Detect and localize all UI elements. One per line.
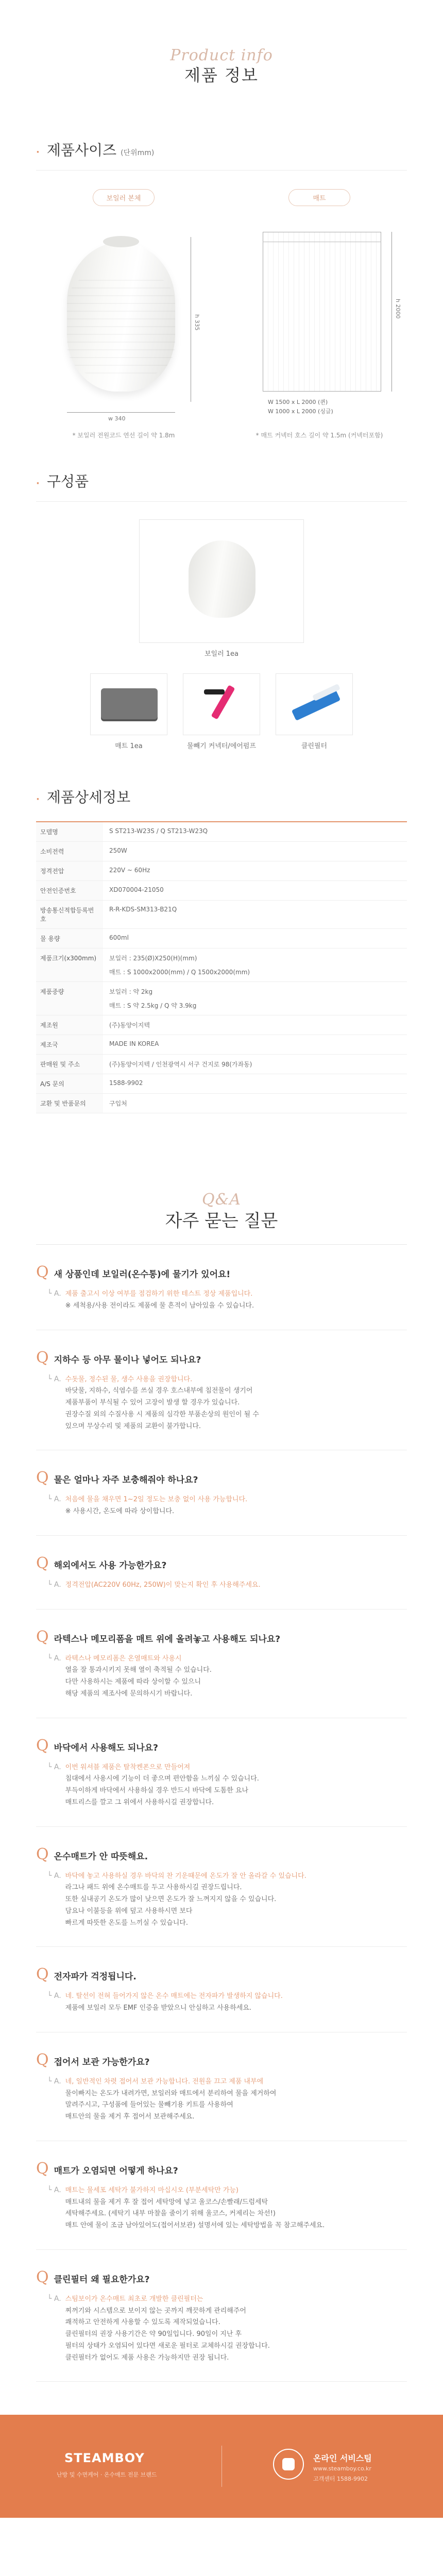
faq-answer	[36, 2076, 407, 2123]
faq-answer-text	[65, 1871, 306, 1929]
drain-connector-icon	[204, 689, 225, 694]
spec-row	[36, 1074, 407, 1094]
spec-value-line: 보일러 : 약 2kg	[109, 988, 153, 995]
spec-value	[103, 901, 407, 928]
answer-arrow-icon: └ A.	[47, 1992, 61, 2001]
footer-brand-logo[interactable]: STEAMBOY	[64, 2451, 145, 2466]
hero-script-title: Product info	[170, 46, 273, 64]
spec-value	[103, 1035, 407, 1054]
faq-item	[36, 2032, 407, 2141]
faq-answer-line: 라그나 패드 위에 온수매트를 두고 사용하시길 권장드립니다.	[65, 1884, 242, 1892]
answer-arrow-icon: └ A.	[47, 2185, 61, 2194]
q-mark-icon: Q	[36, 2050, 49, 2069]
bullet-dot-icon: ·	[36, 147, 40, 158]
components-section-header	[0, 470, 443, 491]
spec-value-line: (주)동양이지텍	[109, 1022, 150, 1029]
faq-answer-line: 침대에서 사용시에 기능이 더 좋으며 편안함을 느끼실 수 있습니다.	[65, 1775, 259, 1783]
spec-row	[36, 822, 407, 842]
faq-item	[36, 1827, 407, 1947]
spec-value	[103, 881, 407, 900]
mat-queen-dims: W 1500 x L 2000 (퀸)	[268, 399, 328, 405]
faq-answer-line: 열을 잘 통과시키지 못해 열이 축적될 수 있습니다.	[65, 1666, 212, 1674]
faq-answer-line: 라텍스나 메모리폼은 온열매트와 사용시	[65, 1654, 182, 1663]
spec-key: 물 용량	[36, 929, 103, 948]
spec-value	[103, 982, 407, 1015]
boiler-size-panel	[36, 189, 211, 439]
faq-answer-line: 해당 제품의 제조사에 문의하시기 바랍니다.	[65, 1689, 193, 1698]
component-mat	[90, 673, 167, 750]
faq-answer-line: 말려주시고, 구성품에 들어있는 물빼기용 키트를 사용하여	[65, 2101, 233, 2109]
faq-question	[36, 1263, 407, 1281]
faq-answer-text	[65, 2294, 270, 2364]
spec-key: 제품크기(x300mm)	[36, 948, 103, 981]
spec-row	[36, 929, 407, 948]
faq-answer-line: 물이빠지는 온도가 내려가면, 보일러와 매트에서 분리하여 물을 제거하여	[65, 2089, 277, 2097]
faq-question-text: 지하수 등 아무 물이나 넣어도 되나요?	[54, 1354, 201, 1365]
faq-item	[36, 1245, 407, 1330]
component-pump	[183, 673, 260, 750]
mat-height-dimension-line	[391, 232, 392, 392]
spec-value-line: 1588-9902	[109, 1079, 143, 1087]
q-mark-icon: Q	[36, 1263, 49, 1281]
boiler-height-label: h 335	[194, 314, 200, 331]
spec-value	[103, 842, 407, 861]
faq-script-title: Q&A	[202, 1191, 241, 1209]
faq-question-text: 바닥에서 사용해도 되나요?	[54, 1742, 158, 1753]
spec-key: 안전인증번호	[36, 881, 103, 900]
spec-row	[36, 842, 407, 861]
faq-item	[36, 1536, 407, 1609]
faq-answer-line: 바닥에 놓고 사용하실 경우 바닥의 찬 기운때문에 온도가 잘 안 올라갈 수 있습니다.	[65, 1872, 306, 1880]
spec-row	[36, 861, 407, 881]
spec-key: A/S 문의	[36, 1074, 103, 1093]
answer-arrow-icon: └ A.	[47, 2077, 61, 2086]
faq-question-text: 매트가 오염되면 어떻게 하나요?	[54, 2165, 178, 2176]
online-service-title[interactable]: 온라인 서비스팀	[313, 2453, 372, 2464]
footer-brand-tagline: 난방 및 수면케어 · 온수매트 전문 브랜드	[57, 2471, 157, 2479]
spec-value-line: S ST213-W23S / Q ST213-W23Q	[109, 827, 208, 835]
faq-answer	[36, 1494, 407, 1518]
faq-question-text: 접어서 보관 가능한가요?	[54, 2057, 150, 2067]
spec-value	[103, 948, 407, 981]
faq-answer-text	[65, 1374, 259, 1433]
mat-diagram	[232, 216, 407, 428]
faq-question	[36, 1554, 407, 1572]
faq-question	[36, 2268, 407, 2286]
spec-value	[103, 1094, 407, 1113]
spec-key: 제조원	[36, 1015, 103, 1035]
spec-value-line: MADE IN KOREA	[109, 1040, 159, 1047]
mat-height-label: h 2000	[395, 299, 401, 319]
spec-value-line: XD070004-21050	[109, 886, 164, 893]
faq-answer	[36, 2294, 407, 2364]
faq-list	[0, 1245, 443, 2382]
component-list	[0, 673, 443, 750]
width-dimension-line	[67, 412, 175, 413]
boiler-texture	[67, 273, 175, 376]
faq-answer-text	[65, 1580, 261, 1591]
faq-answer-text	[65, 1653, 212, 1700]
faq-question-text: 온수매트가 안 따뜻해요.	[54, 1851, 148, 1862]
faq-answer-line: 네, 일반적인 차렷 접어서 보관 가능합니다. 전원을 끄고 제품 내부에	[65, 2077, 264, 2086]
faq-question	[36, 1349, 407, 1367]
q-mark-icon: Q	[36, 1845, 49, 1863]
pump-component-image	[183, 673, 260, 735]
spec-row	[36, 881, 407, 901]
mat-size-panel	[232, 189, 407, 439]
faq-item	[36, 1718, 407, 1827]
footer-phone: 고객센터 1588-9902	[313, 2476, 368, 2483]
spec-row	[36, 1094, 407, 1113]
spec-key: 제품중량	[36, 982, 103, 1015]
faq-question	[36, 1737, 407, 1755]
faq-answer-line: 쾌적하고 안전하게 사용할 수 있도록 제작되었습니다.	[65, 2318, 220, 2327]
q-mark-icon: Q	[36, 1965, 49, 1984]
faq-answer-line: ※ 사용시간, 온도에 따라 상이합니다.	[65, 1507, 175, 1515]
q-mark-icon: Q	[36, 2159, 49, 2178]
faq-question-text: 라텍스나 메모리폼을 매트 위에 올려놓고 사용해도 되나요?	[54, 1634, 281, 1645]
size-section-title: 제품사이즈	[46, 142, 117, 159]
bullet-dot-icon: ·	[36, 478, 40, 489]
boiler-image	[189, 540, 255, 618]
folded-mat-icon	[101, 688, 158, 719]
faq-answer-text	[65, 1991, 283, 2014]
mat-image	[263, 232, 381, 392]
faq-answer	[36, 1289, 407, 1312]
component-filter	[276, 673, 353, 750]
faq-item	[36, 1609, 407, 1718]
faq-answer-line: 제품부품이 부식될 수 있어 고장이 발생 할 경우가 있습니다.	[65, 1399, 240, 1406]
faq-answer-line: 스팀보이가 온수매트 최초로 개발한 클린필터는	[65, 2295, 203, 2303]
faq-answer-line: 매트안의 물을 제거 후 접어서 보관해주세요.	[65, 2113, 195, 2121]
answer-arrow-icon: └ A.	[47, 1762, 61, 1771]
faq-header	[0, 1191, 443, 1232]
faq-answer-line: ※ 세척용/사용 전이라도 제품에 물 흔적이 남아있을 수 있습니다.	[65, 1301, 254, 1310]
q-mark-icon: Q	[36, 1348, 49, 1367]
faq-item	[36, 1330, 407, 1451]
faq-answer-line: 매트는 물세포 세탁가 불가하지 마십시오 (부분세탁만 가능)	[65, 2186, 239, 2194]
specs-section-header	[0, 786, 443, 807]
spec-value	[103, 929, 407, 948]
spec-key: 정격전압	[36, 861, 103, 880]
faq-answer-line: 정격전압(AC220V 60Hz, 250W)이 맞는지 확인 후 사용해주세요.	[65, 1581, 261, 1589]
spec-value-line: 보일러 : 235(Ø)X250(H)(mm)	[109, 955, 197, 962]
component-label: 물빼기 커넥터/에어펌프	[186, 742, 257, 750]
faq-item	[36, 1450, 407, 1536]
mat-pill: 매트	[288, 189, 350, 206]
faq-answer-line: 매트리스를 깔고 그 위에서 사용하시길 권장합니다.	[65, 1798, 214, 1806]
faq-answer	[36, 1580, 407, 1591]
spec-key: 교환 및 반품문의	[36, 1094, 103, 1113]
faq-question-text: 해외에서도 사용 가능한가요?	[54, 1560, 167, 1571]
faq-answer-line: 필터의 상태가 오염되어 있다면 새로운 필터로 교체하시길 권장합니다.	[65, 2342, 270, 2350]
faq-question-text: 전자파가 걱정됩니다.	[54, 1972, 137, 1982]
faq-answer-line: 또한 실내공기 온도가 많이 낮으면 온도가 잘 느껴지지 않을 수 있습니다.	[65, 1895, 277, 1903]
faq-answer-line: 바닷물, 지하수, 식염수를 쓰실 경우 호스내부에 침전물이 생기어	[65, 1387, 253, 1395]
mat-note: * 매트 커넥터 호스 길이 약 1.5m (커넥터포함)	[255, 432, 383, 439]
faq-answer-line: 세탁해주세요. (세탁기 내부 마찰을 줄이기 위해 울코스, 커제리는 차선!)	[65, 2210, 276, 2218]
spec-key: 판매원 및 주소	[36, 1055, 103, 1074]
faq-answer-line: 권장수질 외의 수질사용 시 제품의 심각한 부품손상의 원인이 될 수	[65, 1410, 259, 1418]
faq-answer	[36, 1653, 407, 1700]
faq-answer-text	[65, 2076, 277, 2123]
spec-key: 방송통신적합등록번호	[36, 901, 103, 928]
boiler-component-image	[139, 519, 304, 643]
faq-answer-line: 다만 사용하시는 제품에 따라 상이할 수 있으니	[65, 1678, 201, 1686]
divider	[36, 170, 407, 171]
faq-answer-line: 매트내의 물을 제거 후 잘 접어 세탁망에 넣고 울코스/손빨래/드럼세탁	[65, 2198, 268, 2206]
spec-key: 모델명	[36, 822, 103, 841]
spec-value-line: 250W	[109, 847, 127, 854]
answer-arrow-icon: └ A.	[47, 1580, 61, 1589]
faq-answer	[36, 2185, 407, 2232]
faq-question-text: 새 상품인데 보일러(온수통)에 물기가 있어요!	[54, 1269, 231, 1280]
faq-answer-line: 제품에 보일러 모두 EMF 인증을 받았으니 안심하고 사용하세요.	[65, 2004, 252, 2012]
q-mark-icon: Q	[36, 1736, 49, 1755]
answer-arrow-icon: └ A.	[47, 1654, 61, 1663]
faq-question	[36, 2160, 407, 2178]
faq-question	[36, 1628, 407, 1646]
spec-value-line: R-R-KDS-SM313-B21Q	[109, 906, 177, 913]
size-diagrams	[0, 189, 443, 439]
faq-question	[36, 2051, 407, 2069]
faq-item	[36, 2141, 407, 2250]
answer-arrow-icon: └ A.	[47, 1375, 61, 1383]
product-info-header	[0, 0, 443, 118]
spec-value	[103, 822, 407, 841]
faq-answer-line: 클린필터의 권장 사용기간은 약 90일입니다. 90일이 지난 후	[65, 2330, 242, 2338]
faq-answer-line: 제품 출고시 이상 여부를 점검하기 위한 테스트 정상 제품입니다.	[65, 1290, 253, 1298]
spec-value	[103, 861, 407, 880]
filter-component-image	[276, 673, 353, 735]
faq-question-text: 물은 얼마나 자주 보충해줘야 하나요?	[54, 1475, 198, 1486]
boiler-component-label: 보일러 1ea	[204, 650, 239, 658]
components-section-title: 구성품	[46, 473, 89, 490]
hero-title: 제품 정보	[184, 65, 259, 85]
specs-section-title: 제품상세정보	[46, 789, 131, 806]
q-mark-icon: Q	[36, 1554, 49, 1572]
faq-title: 자주 묻는 질문	[165, 1211, 278, 1231]
boiler-lid	[103, 236, 139, 247]
spec-key: 제조국	[36, 1035, 103, 1054]
footer-url-link[interactable]: www.steamboy.co.kr	[313, 2465, 371, 2472]
answer-arrow-icon: └ A.	[47, 1290, 61, 1298]
faq-answer	[36, 1374, 407, 1433]
online-service-icon-inner	[282, 2458, 295, 2470]
spec-row	[36, 982, 407, 1015]
spec-value-line: 매트 : S 약 2.5kg / Q 약 3.9kg	[109, 1002, 197, 1009]
spec-value	[103, 1055, 407, 1074]
size-unit: (단위mm)	[121, 149, 155, 157]
spec-row	[36, 1015, 407, 1035]
faq-answer-line: 찌꺼기와 시스템으로 보이지 않는 곳까지 깨끗하게 관리해주어	[65, 2307, 246, 2315]
faq-answer-line: 빠르게 따뜻한 온도를 느끼실 수 있습니다.	[65, 1919, 188, 1927]
size-section-header	[0, 139, 443, 160]
spec-row	[36, 901, 407, 929]
component-label: 매트 1ea	[115, 742, 143, 750]
faq-answer-line: 매트 안에 물이 조금 남아있어도(접어서보관) 설명서에 있는 세탁방법을 꼭 참고해주세요.	[65, 2222, 325, 2229]
faq-answer	[36, 1762, 407, 1809]
faq-answer-line: 처음에 물을 채우면 1~2일 정도는 보충 없이 사용 가능합니다.	[65, 1496, 248, 1504]
mat-component-image	[90, 673, 167, 735]
spec-value-line: 600ml	[109, 934, 129, 941]
faq-answer-text	[65, 2185, 325, 2232]
mat-top-edge	[263, 232, 381, 242]
faq-answer-text	[65, 1494, 247, 1518]
boiler-width-label: w 340	[108, 415, 126, 422]
faq-answer	[36, 1871, 407, 1929]
spec-value-line: (주)동양이지텍 / 인천광역시 서구 건지로 98(가좌동)	[109, 1061, 252, 1068]
bullet-dot-icon: ·	[36, 794, 40, 805]
faq-answer-line: 담요나 이불등을 위에 덮고 사용하시면 보다	[65, 1907, 193, 1915]
faq-item	[36, 2250, 407, 2382]
faq-answer-text	[65, 1762, 259, 1809]
boiler-note: * 보일러 전원코드 연선 길이 약 1.8m	[72, 432, 175, 439]
spec-value-line: 220V ~ 60Hz	[109, 867, 150, 874]
spec-value-line: 구입처	[109, 1100, 127, 1107]
spec-key: 소비전력	[36, 842, 103, 861]
q-mark-icon: Q	[36, 2268, 49, 2286]
faq-answer-line: 네. 탈선이 전혀 들어가지 않은 온수 매트에는 전자파가 발생하지 않습니다.	[65, 1992, 283, 2001]
spec-row	[36, 1035, 407, 1055]
faq-item	[36, 1947, 407, 2032]
divider	[36, 501, 407, 502]
q-mark-icon: Q	[36, 1469, 49, 1487]
faq-question	[36, 1469, 407, 1487]
spec-value	[103, 1015, 407, 1035]
mat-single-dims: W 1000 x L 2000 (싱글)	[268, 408, 333, 415]
answer-arrow-icon: └ A.	[47, 2294, 61, 2303]
faq-answer-text	[65, 1289, 254, 1312]
spec-row	[36, 948, 407, 982]
footer	[0, 2415, 443, 2518]
faq-answer-line: 클린필터가 없어도 제품 사용은 가능하지만 권장 됩니다.	[65, 2353, 229, 2362]
faq-answer-line: 수돗물, 정수된 물, 생수 사용을 권장합니다.	[65, 1375, 193, 1383]
boiler-diagram	[36, 216, 211, 428]
faq-question-text: 클린필터 왜 필요한가요?	[54, 2274, 150, 2285]
faq-answer-line: 부득이하게 바닥에서 사용하실 경우 반드시 바닥에 도톰한 요나	[65, 1787, 249, 1794]
faq-question	[36, 1965, 407, 1984]
spec-row	[36, 1055, 407, 1074]
faq-question	[36, 1845, 407, 1863]
q-mark-icon: Q	[36, 1628, 49, 1646]
faq-answer	[36, 1991, 407, 2014]
faq-answer-line: 이번 워셔블 제품은 탈착켄폰으로 만들어져	[65, 1763, 191, 1771]
answer-arrow-icon: └ A.	[47, 1495, 61, 1504]
component-label: 클린필터	[301, 742, 328, 750]
boiler-pill: 보일러 본체	[93, 189, 155, 206]
spec-value	[103, 1074, 407, 1093]
spec-value-line: 매트 : S 1000x2000(mm) / Q 1500x2000(mm)	[109, 969, 250, 976]
spec-table	[36, 821, 407, 1113]
faq-answer-line: 있으며 무상수리 및 제품의 교환이 불가합니다.	[65, 1422, 201, 1430]
answer-arrow-icon: └ A.	[47, 1871, 61, 1880]
